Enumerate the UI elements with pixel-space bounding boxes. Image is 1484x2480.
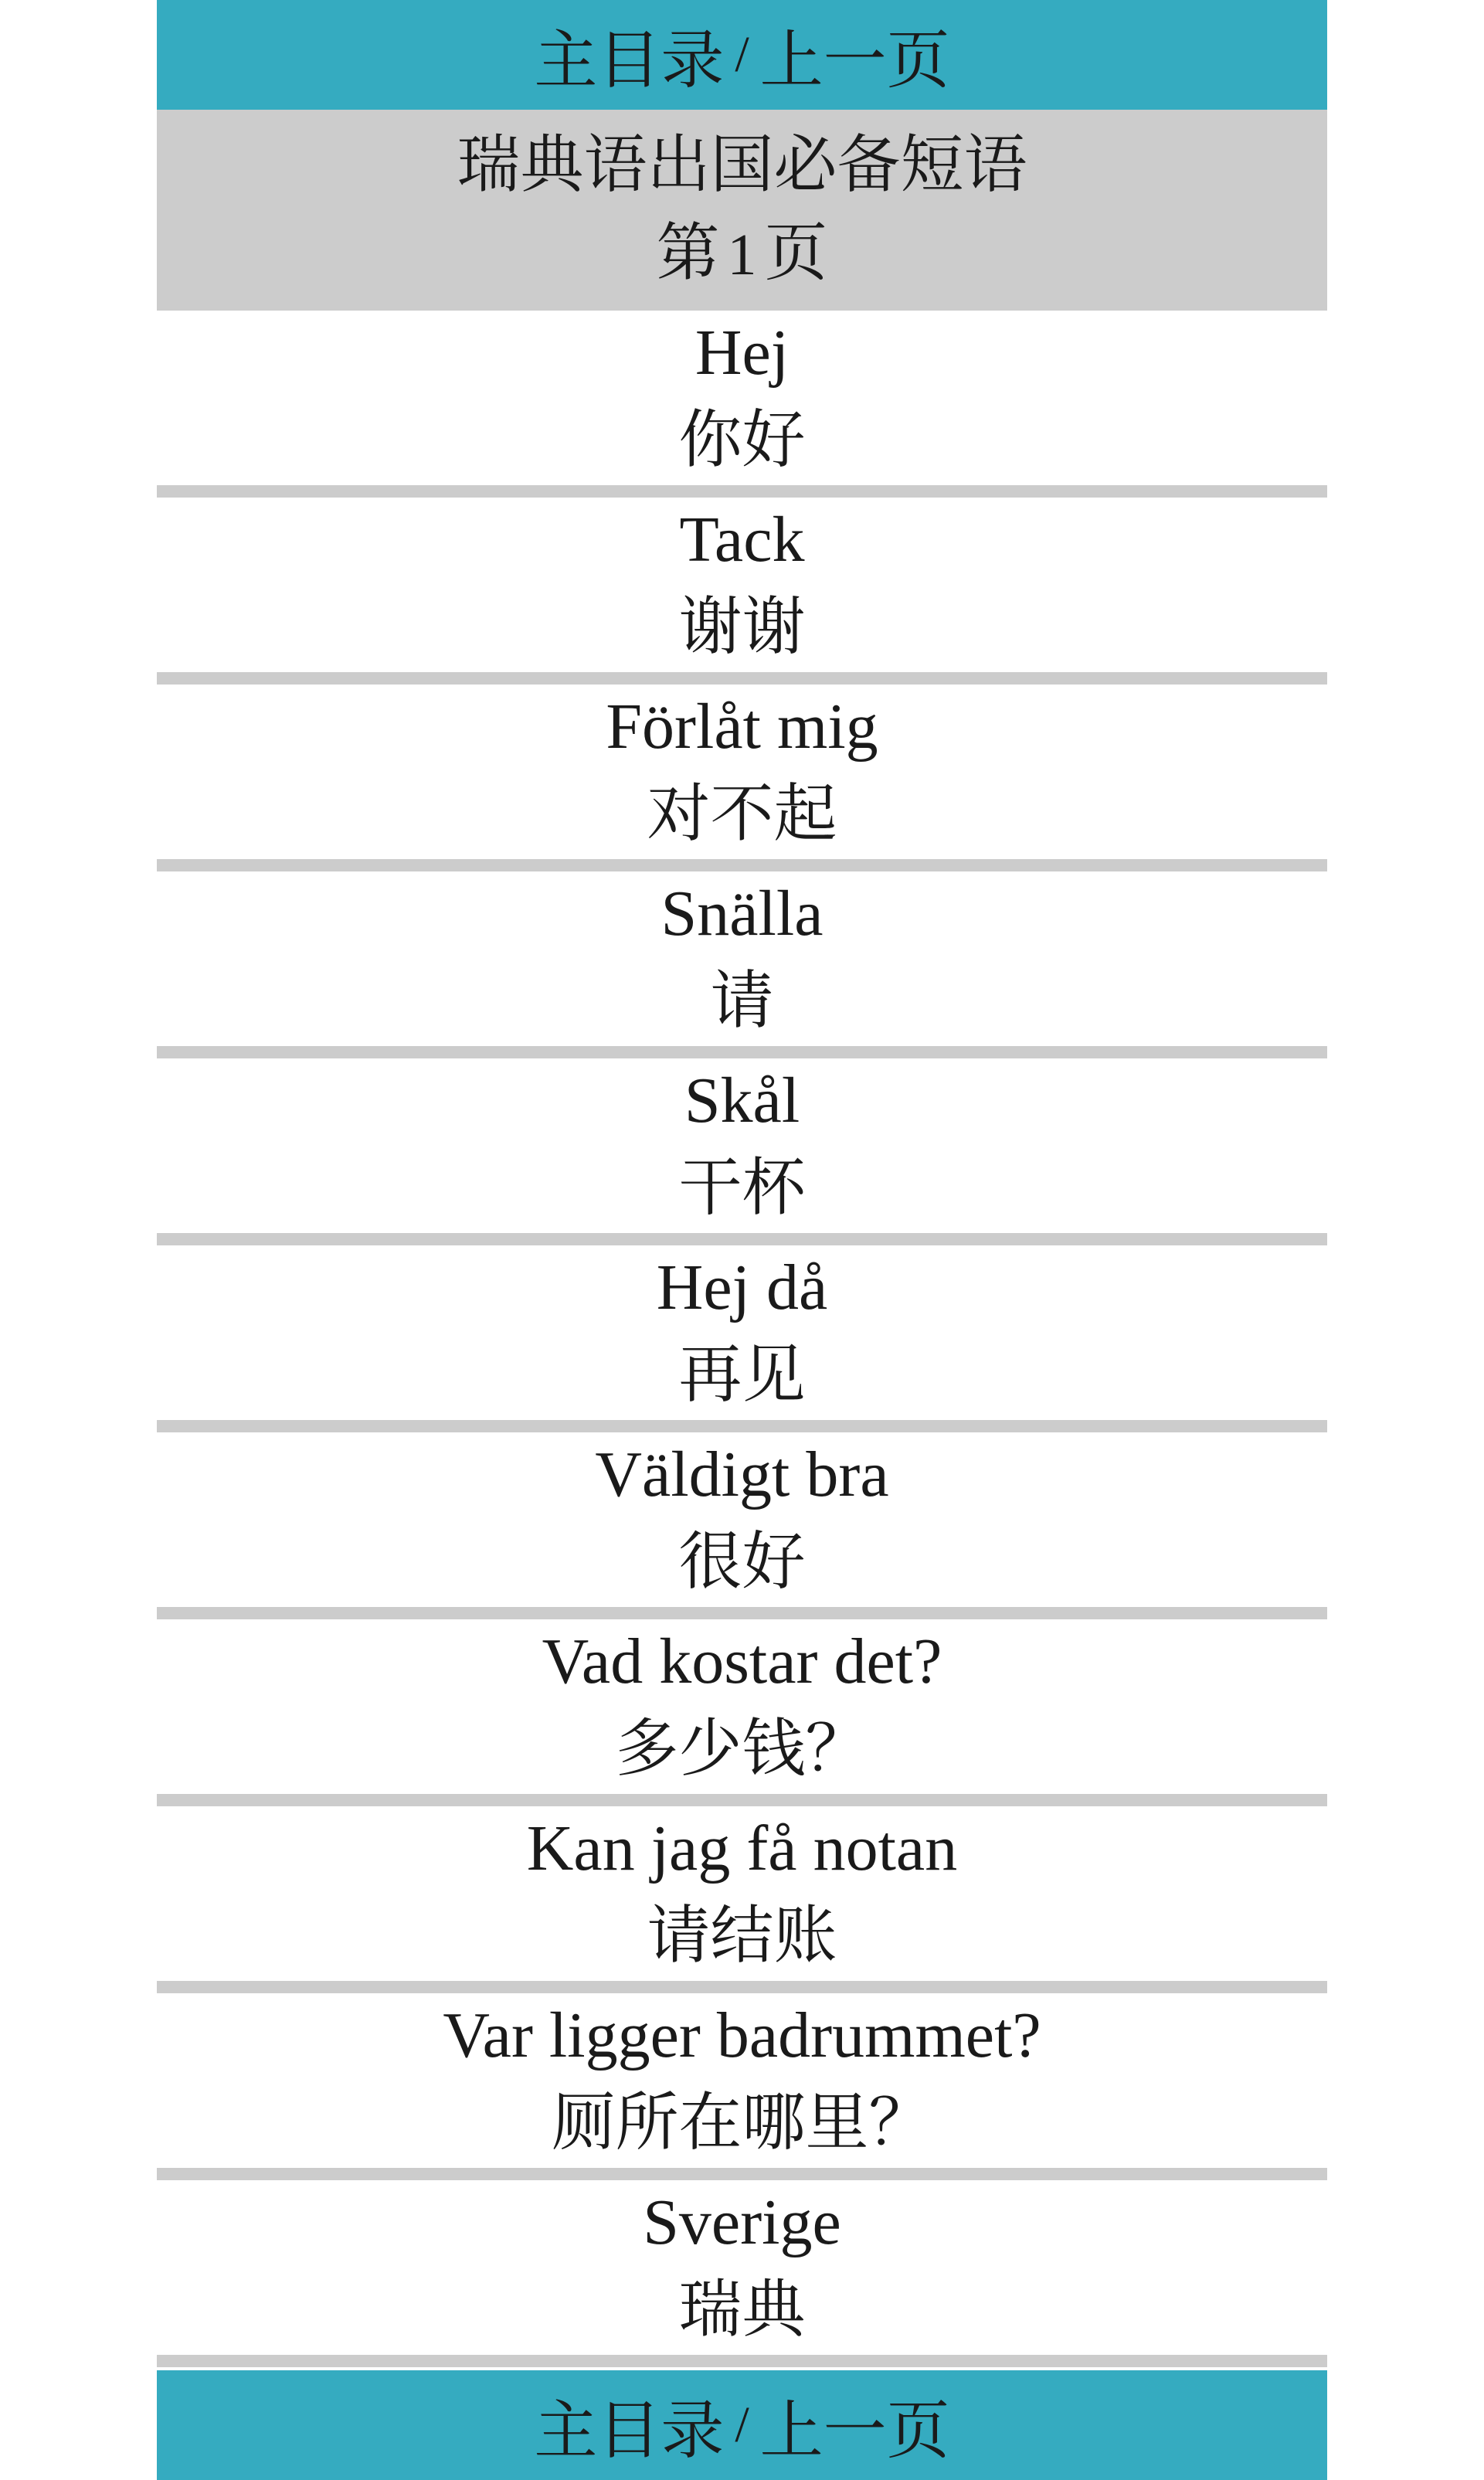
page-number-indicator [656,209,827,299]
phrase-item [157,311,1327,485]
phrase-item [157,2180,1327,2355]
home-link[interactable]: 主目录 [534,23,725,97]
chinese-translation: 对不起 [647,777,837,851]
swedish-phrase: Kan jag få notan [526,1812,958,1884]
page-title: 瑞典语出国必备短语 [457,128,1027,202]
chinese-translation: 厕所在哪里？ [552,2086,932,2159]
previous-page-link[interactable]: 上一页 [759,2393,950,2468]
phrase-item [157,1432,1327,1607]
chinese-translation: 干杯 [678,1151,806,1225]
phrase-item [157,1993,1327,2168]
title-block [157,110,1327,311]
nav-separator: / [735,2397,749,2453]
page-number-value: 1 [727,223,757,287]
chinese-translation: 很好 [678,1525,806,1598]
phrase-divider [157,1607,1327,1619]
phrasebook-page [157,0,1327,2480]
phrase-divider [157,859,1327,871]
phrase-item [157,1058,1327,1233]
phrase-item [157,871,1327,1046]
phrase-divider [157,1233,1327,1245]
chinese-translation: 多少钱？ [615,1712,869,1785]
swedish-phrase: Hej [694,317,790,389]
swedish-phrase: Sverige [643,2186,841,2258]
previous-page-link[interactable]: 上一页 [759,23,950,97]
phrase-item [157,685,1327,859]
phrase-item [157,1806,1327,1981]
phrase-item [157,1619,1327,1794]
chinese-translation: 你好 [678,403,806,477]
phrase-divider [157,2355,1327,2367]
nav-separator: / [735,26,749,83]
phrase-divider [157,1981,1327,1993]
phrase-divider [157,1046,1327,1058]
home-link[interactable]: 主目录 [534,2393,725,2468]
swedish-phrase: Tack [679,504,805,576]
swedish-phrase: Förlåt mig [606,691,878,763]
phrase-divider [157,2168,1327,2180]
swedish-phrase: Var ligger badrummet? [443,1999,1041,2071]
swedish-phrase: Skål [684,1065,800,1136]
swedish-phrase: Hej då [656,1252,828,1323]
chinese-translation: 谢谢 [678,590,806,664]
swedish-phrase: Väldigt bra [595,1439,889,1510]
swedish-phrase: Vad kostar det? [542,1626,942,1697]
page-number-suffix: 页 [764,216,828,290]
chinese-translation: 请 [710,964,774,1038]
phrase-divider [157,485,1327,498]
phrase-item [157,1245,1327,1420]
bottom-navigation-bar [157,2370,1327,2480]
phrase-divider [157,672,1327,685]
chinese-translation: 瑞典 [678,2273,806,2346]
phrase-divider [157,1420,1327,1432]
chinese-translation: 再见 [678,1338,806,1412]
top-navigation-bar [157,0,1327,110]
phrase-item [157,498,1327,672]
chinese-translation: 请结账 [647,1899,837,1972]
swedish-phrase: Snälla [660,878,824,950]
page-number-prefix: 第 [656,216,720,290]
phrase-divider [157,1794,1327,1806]
